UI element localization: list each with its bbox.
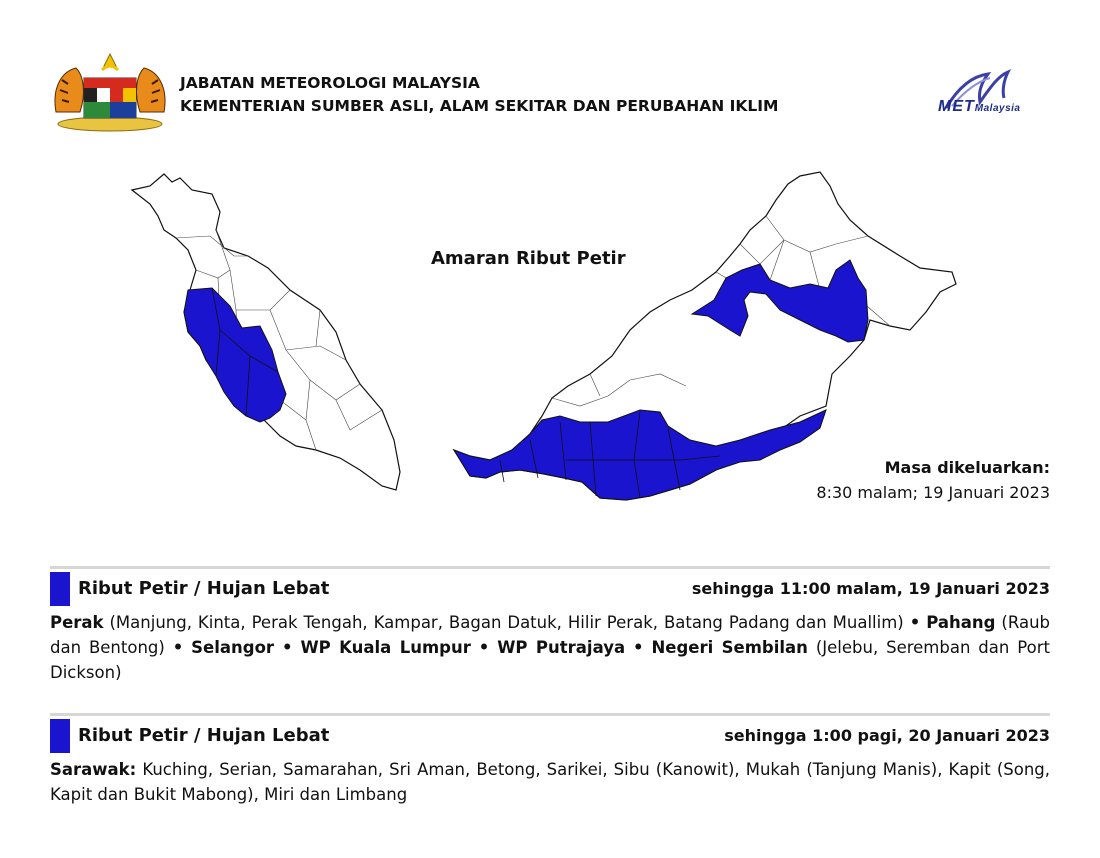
header <box>50 50 1050 140</box>
issued-block <box>816 455 1050 505</box>
state-putrajaya: WP Putrajaya <box>497 638 626 657</box>
section-marker <box>50 572 70 606</box>
warning-areas <box>50 757 1050 807</box>
agency-name: JABATAN METEOROLOGI MALAYSIA <box>180 74 480 92</box>
state-perak: Perak <box>50 613 104 632</box>
met-logo-malaysia: Malaysia <box>974 103 1021 114</box>
warning-section-peninsular <box>50 566 1050 691</box>
map-title: Amaran Ribut Petir <box>431 248 626 269</box>
ministry-name: KEMENTERIAN SUMBER ASLI, ALAM SEKITAR DAN PERUBAHAN IKLIM <box>180 97 779 115</box>
state-kuala-lumpur: WP Kuala Lumpur <box>300 638 471 657</box>
separator: • <box>909 613 921 632</box>
warning-areas <box>50 610 1050 685</box>
separator: • <box>633 638 644 657</box>
warning-validity: sehingga 11:00 malam, 19 Januari 2023 <box>691 579 1050 598</box>
warning-title: Ribut Petir / Hujan Lebat <box>78 725 330 746</box>
issued-label: Masa dikeluarkan: <box>884 458 1050 477</box>
negeri-sembilan-districts: (Jelebu, Seremban dan Port Dickson) <box>50 638 1050 682</box>
peninsular-malaysia <box>132 174 400 490</box>
separator: • <box>478 638 490 657</box>
separator: • <box>281 638 293 657</box>
state-pahang: Pahang <box>926 613 996 632</box>
section-divider <box>50 566 1050 569</box>
pahang-districts: (Raub dan Bentong) <box>50 613 1050 657</box>
sarawak-districts: Kuching, Serian, Samarahan, Sri Aman, Betong, Sarikei, Sibu (Kanowit), Mukah (Tanjung Manis), Kapit (Song, Kapit dan Bukit Mabong), Miri dan Limbang <box>50 760 1050 804</box>
section-divider <box>50 713 1050 716</box>
met-logo-met: MET <box>938 98 975 115</box>
agency-name-block <box>180 72 778 118</box>
coat-of-arms-icon <box>50 50 170 134</box>
perak-districts: (Manjung, Kinta, Perak Tengah, Kampar, Bagan Datuk, Hilir Perak, Batang Padang dan Muallim) <box>103 613 910 632</box>
section-marker <box>50 719 70 753</box>
warning-section-sarawak <box>50 713 1050 813</box>
issued-time: 8:30 malam; 19 Januari 2023 <box>816 483 1050 502</box>
state-negeri-sembilan: Negeri Sembilan <box>651 638 808 657</box>
warning-validity: sehingga 1:00 pagi, 20 Januari 2023 <box>724 726 1050 745</box>
warning-title: Ribut Petir / Hujan Lebat <box>78 578 330 599</box>
state-selangor: Selangor <box>191 638 275 657</box>
state-sarawak: Sarawak: <box>50 760 137 779</box>
met-malaysia-logo <box>938 68 1050 120</box>
separator: • <box>172 638 184 657</box>
met-logo-text <box>938 98 1020 116</box>
